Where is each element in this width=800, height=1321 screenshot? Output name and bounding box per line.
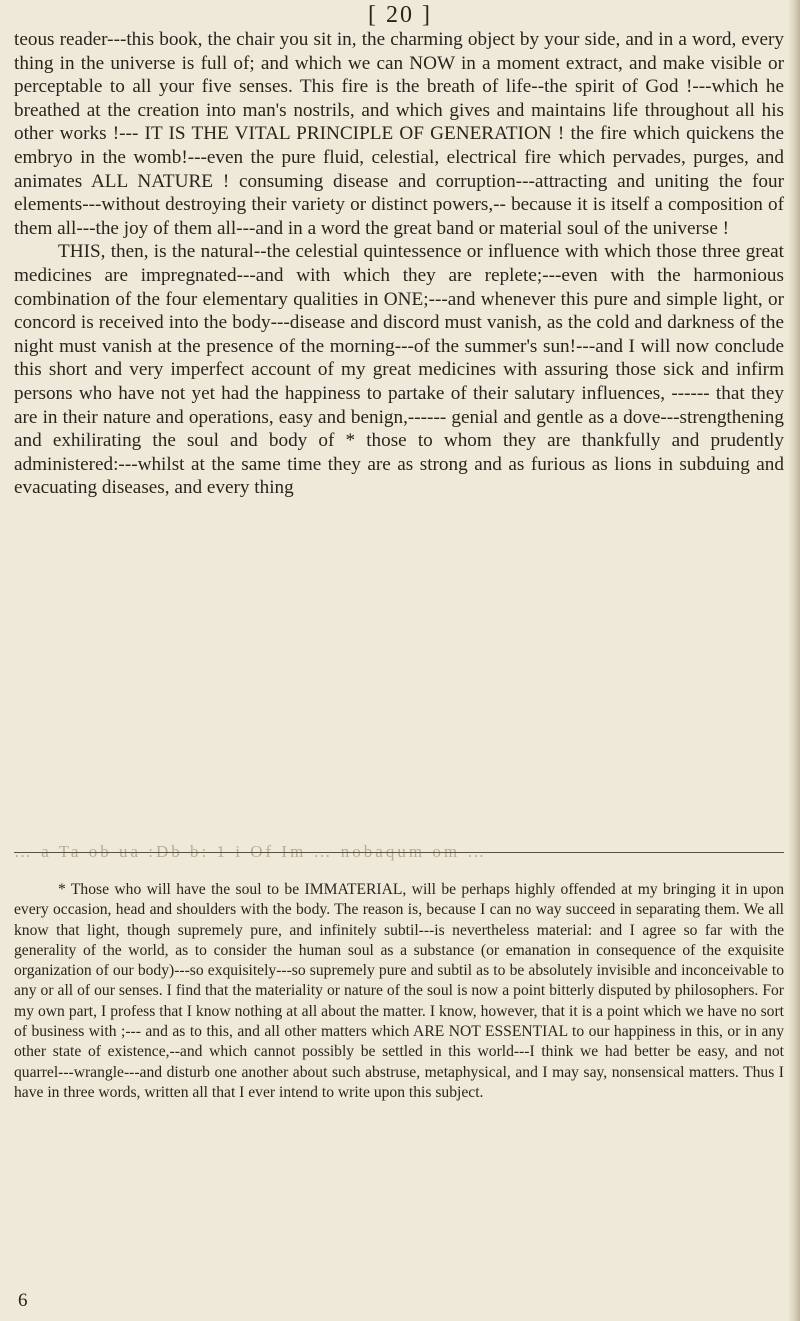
page-gutter-shadow bbox=[788, 0, 800, 1321]
body-paragraph-2: THIS, then, is the natural--the celestial quintessence or influence with which those three great medicines are impregnated---and with which they are replete;---even with the harmonious combination of the four elementary qualities in ONE;---and whenever this pure and simple light, or concord is received into the body---disease and discord must vanish, as the cold and darkness of the night must vanish at the presence of the morning---of the summer's sun!---and I will now conclude this short and very imperfect account of my great medicines with assuring those sick and infirm persons who have not yet had the happiness to partake of their salutary influences, ------ that they are in their nature and operations, easy and benign,------ genial and gentle as a dove---strengthening and exhilirating the soul and body of * those to whom they are thankfully and prudently administered:---whilst at the same time they are as strong and as furious as lions in subduing and evacuating diseases, and every thing bbox=[14, 241, 784, 499]
page-number: [ 20 ] bbox=[368, 2, 432, 28]
body-paragraph-1: teous reader---this book, the chair you sit in, the charming object by your side, and in a word, every thing in the universe is full of; and which we can NOW in a moment extract, and make visible or perceptable to all your five senses. This fire is the breath of life--the spirit of God !---which he breathed at the creation into man's nostrils, and which gives and maintains life throughout all his other works !--- IT IS THE VITAL PRINCIPLE OF GENERATION ! the fire which quickens the embryo in the womb!---even the pure fluid, celestial, electrical fire which pervades, purges, and animates ALL NATURE ! consuming disease and corruption---attracting and uniting the four elements---without destroying their variety or distinct powers,-- because it is itself a composition of them all---the joy of them all---and in a word the great band or material soul of the universe ! bbox=[14, 29, 784, 239]
catchword: 6 bbox=[18, 1290, 28, 1311]
footnote-rule bbox=[14, 852, 784, 853]
footnote-text: * Those who will have the soul to be IMMATERIAL, will be perhaps highly offended at my bringing it in upon every occasion, head and shoulders with the body. The reason is, because I can no way succeed in separating them. We all know that light, though supremely pure, and infinitely subtil---is nevertheless material: and I agree so far with the generality of the world, as to consider the human soul as a substance (or emanation in consequence of the exquisite organization of our body)---so exquisitely---so supremely pure and subtil as to be absolutely invisible and inconceivable to any or all of our senses. I find that the materiality or nature of the soul is now a point bitterly disputed by philosophers. For my own part, I profess that I know nothing at all about the matter. I know, however, that it is a point which we have no sort of business with ;--- and as to this, and all other matters which ARE NOT ESSENTIAL to our happiness in this, or in any other state of existence,--and which cannot possibly be settled in this world---I think we had better be easy, and not quarrel---wrangle---and disturb one another about such abstruse, metaphysical, and I may say, nonsensical matters. Thus I have in three words, written all that I ever intend to write upon this subject. bbox=[14, 881, 784, 1101]
main-text bbox=[14, 28, 784, 500]
bleed-through-text: … a Ta ob ua :Db b: 1 i Of Im … nobaqum om … bbox=[14, 842, 488, 861]
footnote-block bbox=[14, 880, 784, 1103]
